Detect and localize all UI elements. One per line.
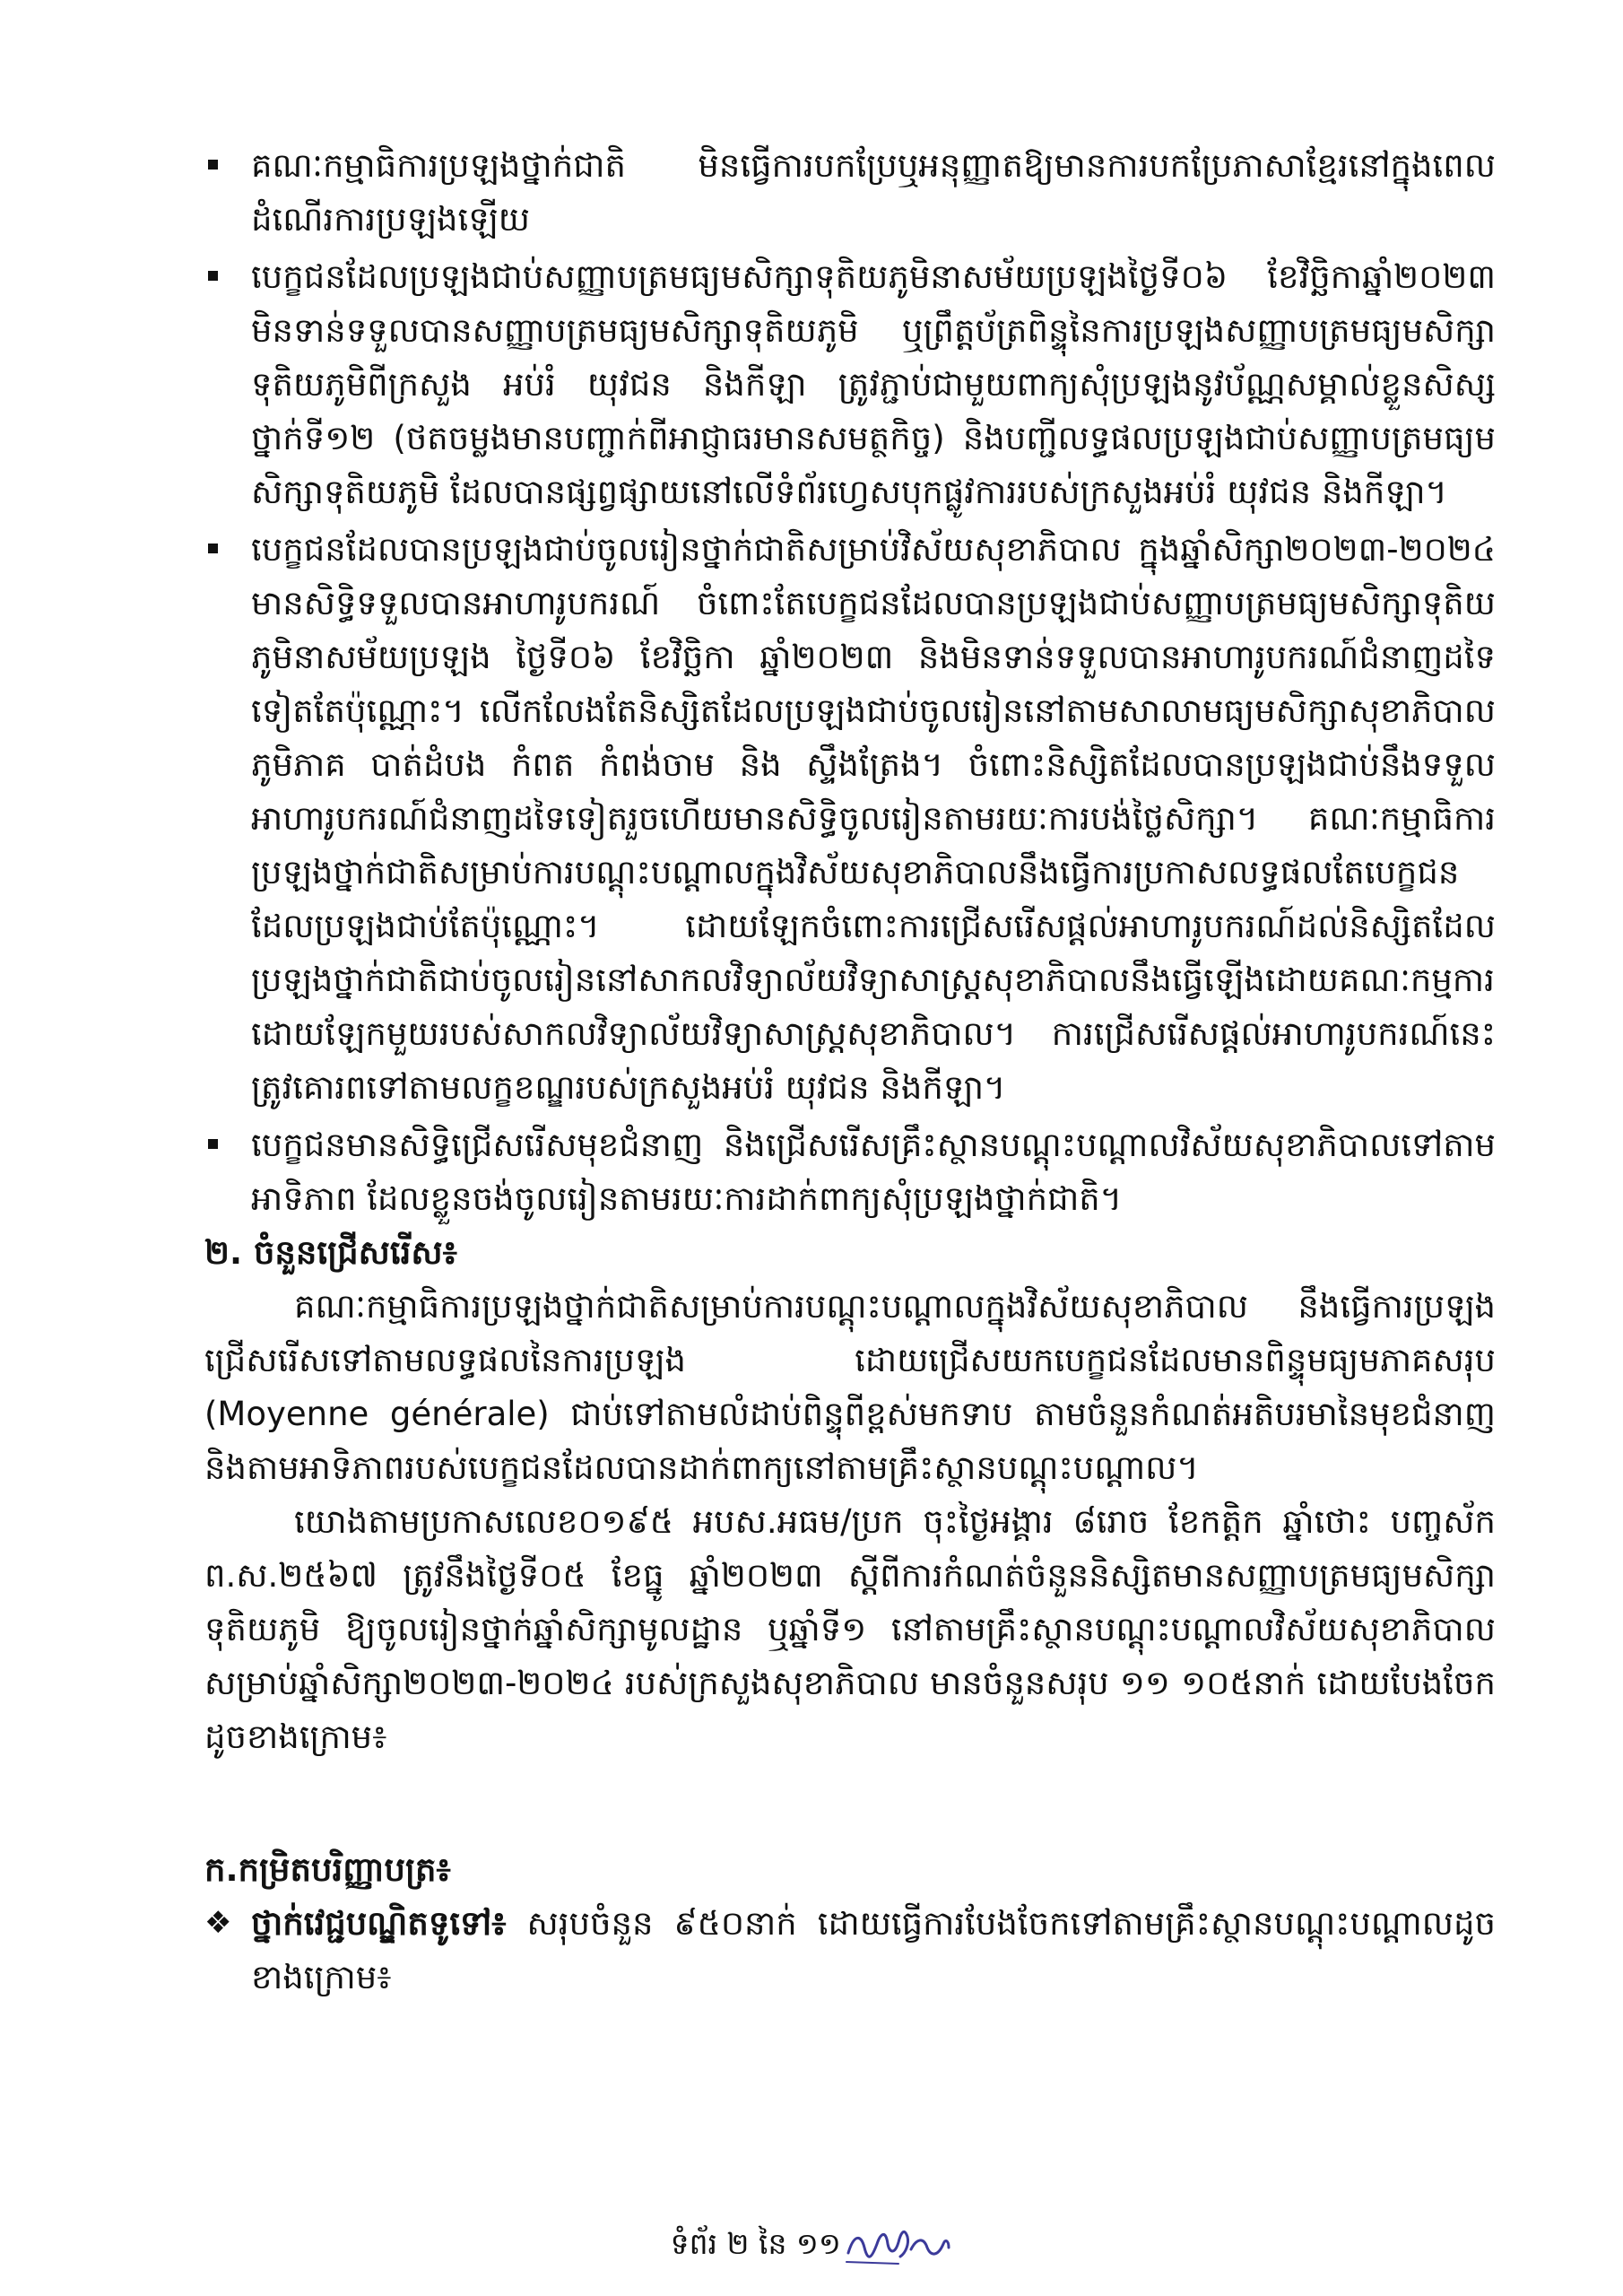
section-heading: ២. ចំនួនជ្រើសរើស៖: [204, 1233, 457, 1272]
page-number: ទំព័រ ២ នៃ ១១: [670, 2226, 841, 2261]
square-bullet-icon: [208, 271, 218, 281]
bullet-text: បេក្ខជនដែលបានប្រឡងជាប់ចូលរៀនថ្នាក់ជាតិសម្រាប់វិស័យសុខាភិបាល ក្នុងឆ្នាំសិក្សា២០២៣-២០២៤ មានសិទ្ធិទទួលបានអាហារូបករណ៍ ចំពោះតែបេក្ខជនដែលបានប្រឡងជាប់សញ្ញាបត្រមធ្យមសិក្សាទុតិយភូមិនាសម័យប្រឡង ថ្ងៃទី០៦ ខែវិច្ឆិកា ឆ្នាំ២០២៣ និងមិនទាន់ទទួលបានអាហារូបករណ៍ជំនាញដទៃទៀតតែប៉ុណ្ណោះ។ លើកលែងតែនិស្សិតដែលប្រឡងជាប់ចូលរៀននៅតាមសាលាមធ្យមសិក្សាសុខាភិបាលភូមិភាគ បាត់ដំបង កំពត កំពង់ចាម និង ស្ទឹងត្រែង។ ចំពោះនិស្សិតដែលបានប្រឡងជាប់នឹងទទួលអាហារូបករណ៍ជំនាញដទៃទៀតរួចហើយមានសិទ្ធិចូលរៀនតាមរយៈការបង់ថ្លៃសិក្សា។ គណៈកម្មាធិការប្រឡងថ្នាក់ជាតិសម្រាប់ការបណ្តុះបណ្តាលក្នុងវិស័យសុខាភិបាលនឹងធ្វើការប្រកាសលទ្ធផលតែបេក្ខជនដែលប្រឡងជាប់តែប៉ុណ្ណោះ។ ដោយឡែកចំពោះការជ្រើសរើសផ្តល់អាហារូបករណ៍ដល់និស្សិតដែលប្រឡងថ្នាក់ជាតិជាប់ចូលរៀននៅសាកលវិទ្យាល័យវិទ្យាសាស្ត្រសុខាភិបាលនឹងធ្វើឡើងដោយគណៈកម្មការដោយឡែកមួយរបស់សាកលវិទ្យាល័យវិទ្យាសាស្ត្រសុខាភិបាល។ ការជ្រើសរើសផ្តល់អាហារូបករណ៍នេះ ត្រូវគោរពទៅតាមលក្ខខណ្ឌរបស់ក្រសួងអប់រំ យុវជន និងកីឡា។: [251, 530, 1496, 1107]
item-label: ថ្នាក់វេជ្ជបណ្ឌិតទូទៅ៖: [251, 1904, 507, 1943]
section-paragraph: យោងតាមប្រកាសលេខ០១៩៥ អបស.អធម/ប្រក ចុះថ្ងៃអង្គារ ៨រោច ខែកត្តិក ឆ្នាំថោះ បញ្ចស័ក ព.ស.២៥៦៧ ត្រូវនឹងថ្ងៃទី០៥ ខែធ្នូ ឆ្នាំ២០២៣ ស្តីពីការកំណត់ចំនួននិស្សិតមានសញ្ញាបត្រមធ្យមសិក្សាទុតិយភូមិ ឱ្យចូលរៀនថ្នាក់ឆ្នាំសិក្សាមូលដ្ឋាន ឬឆ្នាំទី១ នៅតាមគ្រឹះស្ថានបណ្តុះបណ្តាលវិស័យសុខាភិបាល សម្រាប់ឆ្នាំសិក្សា២០២៣-២០២៤ របស់ក្រសួងសុខាភិបាល មានចំនួនសរុប ១១ ១០៥នាក់ ដោយបែងចែកដូចខាងក្រោម៖: [204, 1502, 1496, 1756]
bullet-text: បេក្ខជនមានសិទ្ធិជ្រើសរើសមុខជំនាញ និងជ្រើសរើសគ្រឹះស្ថានបណ្តុះបណ្តាលវិស័យសុខាភិបាលទៅតាមអាទិភាព ដែលខ្លួនចង់ចូលរៀនតាមរយៈការដាក់ពាក្យសុំប្រឡងថ្នាក់ជាតិ។: [251, 1126, 1496, 1218]
square-bullet-icon: [208, 1139, 218, 1149]
bullet-item: [204, 250, 1496, 519]
bullet-text: បេក្ខជនដែលប្រឡងជាប់សញ្ញាបត្រមធ្យមសិក្សាទុតិយភូមិនាសម័យប្រឡងថ្ងៃទី០៦ ខែវិច្ឆិកាឆ្នាំ២០២៣ មិនទាន់ទទួលបានសញ្ញាបត្រមធ្យមសិក្សាទុតិយភូមិ ឬព្រឹត្តប័ត្រពិន្ទុនៃការប្រឡងសញ្ញាបត្រមធ្យមសិក្សាទុតិយភូមិពីក្រសួង អប់រំ យុវជន និងកីឡា ត្រូវភ្ជាប់ជាមួយពាក្យសុំប្រឡងនូវប័ណ្ណសម្គាល់ខ្លួនសិស្សថ្នាក់ទី១២ (ថតចម្លងមានបញ្ជាក់ពីអាជ្ញាធរមានសមត្ថកិច្ច) និងបញ្ជីលទ្ធផលប្រឡងជាប់សញ្ញាបត្រមធ្យមសិក្សាទុតិយភូមិ ដែលបានផ្សព្វផ្សាយនៅលើទំព័រហ្វេសបុកផ្លូវការរបស់ក្រសួងអប់រំ យុវជន និងកីឡា។: [251, 257, 1496, 511]
bullet-item: [204, 523, 1496, 1115]
page-footer: [0, 2217, 1623, 2271]
handwritten-initials: [845, 2217, 952, 2271]
subsection-heading: ក.កម្រិតបរិញ្ញាបត្រ៖: [204, 1850, 451, 1889]
bullet-item: [204, 1118, 1496, 1226]
bullet-item: [204, 139, 1496, 247]
document-body: [204, 139, 1496, 2005]
diamond-bullet-item: [204, 1897, 1496, 2005]
square-bullet-icon: [208, 160, 218, 170]
bullet-text: គណៈកម្មាធិការប្រឡងថ្នាក់ជាតិ មិនធ្វើការបកប្រែឬអនុញ្ញាតឱ្យមានការបកប្រែភាសាខ្មែរនៅក្នុងពេលដំណើរការប្រឡងឡើយ: [251, 146, 1496, 239]
square-bullet-icon: [208, 544, 218, 553]
section-paragraph: គណៈកម្មាធិការប្រឡងថ្នាក់ជាតិសម្រាប់ការបណ្តុះបណ្តាលក្នុងវិស័យសុខាភិបាល នឹងធ្វើការប្រឡងជ្រើសរើសទៅតាមលទ្ធផលនៃការប្រឡង ដោយជ្រើសយកបេក្ខជនដែលមានពិន្ទុមធ្យមភាគសរុប (Moyenne générale) ជាប់ទៅតាមលំដាប់ពិន្ទុពីខ្ពស់មកទាប តាមចំនួនកំណត់អតិបរមានៃមុខជំនាញ និងតាមអាទិភាពរបស់បេក្ខជនដែលបានដាក់ពាក្យនៅតាមគ្រឹះស្ថានបណ្តុះបណ្តាល។: [204, 1287, 1496, 1487]
diamond-bullet-icon: ❖: [204, 1905, 232, 1941]
item-text: សរុបចំនួន ៩៥០នាក់ ដោយធ្វើការបែងចែកទៅតាមគ្រឹះស្ថានបណ្តុះបណ្តាលដូចខាងក្រោម៖: [251, 1904, 1496, 1996]
